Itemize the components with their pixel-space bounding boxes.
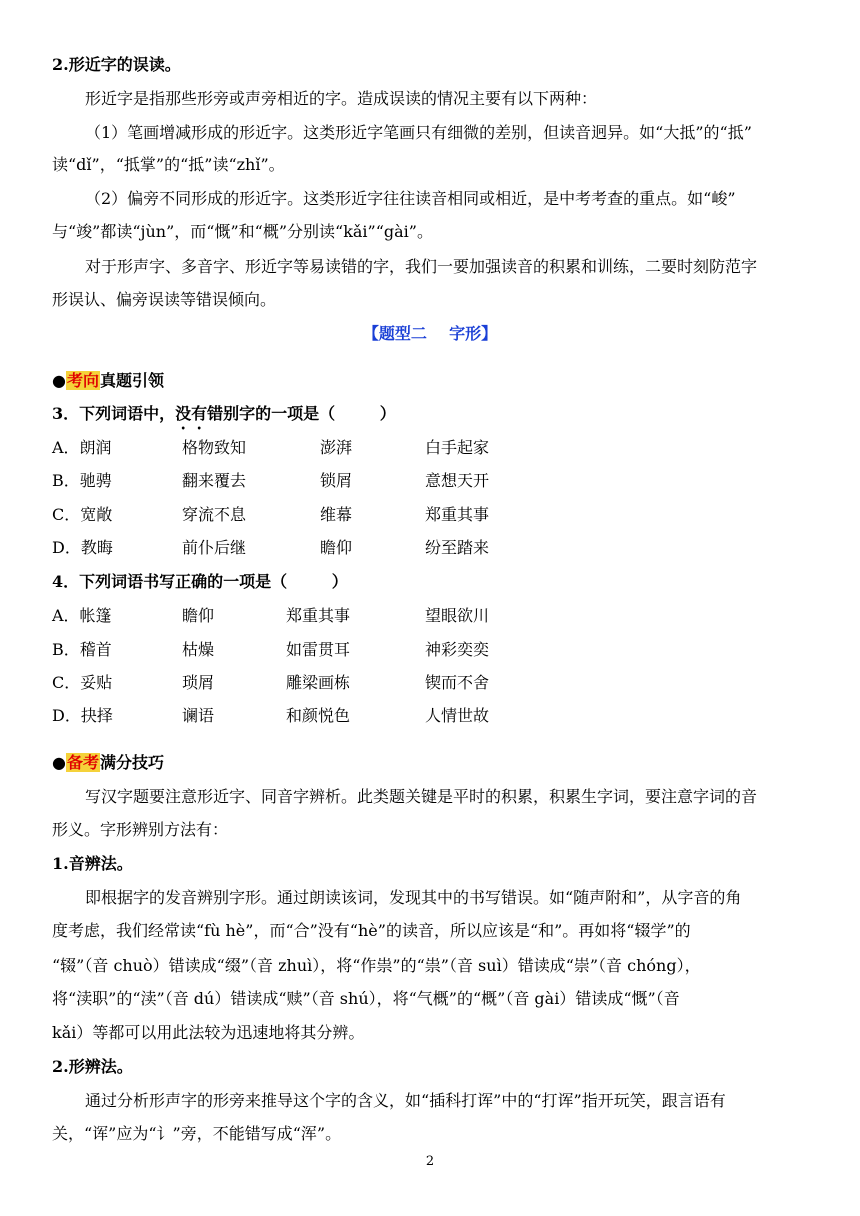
method-1-line-5: kǎi）等都可以用此法较为迅速地将其分辨。 (52, 1023, 365, 1042)
q3-option-a-word-4: 白手起家 (425, 438, 490, 457)
question-3-stem: 3．下列词语中，没有错别字的一项是（ ） (52, 404, 396, 423)
q3-option-d-word-3: 瞻仰 (320, 538, 353, 557)
kaoxiang-heading (52, 370, 164, 392)
method-1-line-4: 将“渎职”的“渎”（音 dú）错读成“赎”（音 shú），将“气概”的“概”（音 gài）错读成“慨”（音 (52, 989, 680, 1008)
q3-option-c-label: C．宽敞 (52, 505, 113, 524)
q3-option-c-word-3: 维幕 (320, 505, 353, 524)
beikao-highlight: 备考 (66, 753, 99, 772)
q4-option-c-word-4: 锲而不舍 (425, 673, 490, 692)
paragraph-2-line-2: 与“竣”都读“jùn”，而“慨”和“概”分别读“kǎi”“gài”。 (52, 222, 433, 241)
bullet-icon: ● (52, 371, 66, 390)
q3-option-d-label: D．教晦 (52, 538, 113, 557)
q4-option-d-word-2: 谰语 (182, 706, 215, 725)
q3-option-a-label: A．朗润 (52, 438, 112, 457)
tips-line-2: 形义。字形辨别方法有： (52, 820, 229, 839)
section-title-question-type-2: 【题型二 字形】 (362, 324, 498, 343)
q4-option-a-word-3: 郑重其事 (286, 606, 351, 625)
bullet-icon: ● (52, 753, 66, 772)
q4-option-b-label: B．稽首 (52, 640, 112, 659)
q3-option-b-label: B．驰骋 (52, 471, 112, 490)
beikao-rest: 满分技巧 (99, 753, 164, 772)
paragraph-intro: 形近字是指那些形旁或声旁相近的字。造成误读的情况主要有以下两种： (85, 89, 598, 108)
method-2-heading: 2.形辨法。 (52, 1057, 133, 1076)
method-2-line-1: 通过分析形声字的形旁来推导这个字的含义，如“插科打诨”中的“打诨”指开玩笑，跟言语有 (85, 1091, 726, 1110)
tips-line-1: 写汉字题要注意形近字、同音字辨析。此类题关键是平时的积累，积累生字词，要注意字词的音 (85, 787, 758, 806)
q3-option-d-word-4: 纷至踏来 (425, 538, 490, 557)
paragraph-1-line-1: （1）笔画增减形成的形近字。这类形近字笔画只有细微的差别，但读音迥异。如“大抵”的“抵” (85, 123, 752, 142)
q3-option-b-word-3: 锁屑 (320, 471, 353, 490)
paragraph-3-line-2: 形误认、偏旁误读等错误倾向。 (52, 290, 277, 309)
beikao-heading (52, 752, 164, 774)
method-1-line-2: 度考虑，我们经常读“fù hè”，而“合”没有“hè”的读音，所以应该是“和”。再如将“辍学”的 (52, 921, 691, 940)
q4-option-d-word-3: 和颜悦色 (286, 706, 351, 725)
q3-option-b-word-4: 意想天开 (425, 471, 490, 490)
q4-option-c-word-2: 琐屑 (182, 673, 215, 692)
question-4-stem: 4．下列词语书写正确的一项是（ ） (52, 572, 348, 591)
paragraph-3-line-1: 对于形声字、多音字、形近字等易读错的字，我们一要加强读音的积累和训练，二要时刻防范字 (85, 257, 758, 276)
q4-option-a-word-4: 望眼欲川 (425, 606, 490, 625)
section-heading-similar-chars: 2.形近字的误读。 (52, 55, 181, 74)
q4-option-c-word-3: 雕梁画栋 (286, 673, 351, 692)
q4-option-d-label: D．抉择 (52, 706, 113, 725)
q4-option-b-word-3: 如雷贯耳 (286, 640, 351, 659)
q3-option-d-word-2: 前仆后继 (182, 538, 247, 557)
q3-option-b-word-2: 翻来覆去 (182, 471, 247, 490)
q4-option-a-word-2: 瞻仰 (182, 606, 215, 625)
method-1-line-3: “辍”（音 chuò）错读成“缀”（音 zhuì），将“作祟”的“祟”（音 suì）错读成“崇”（音 chóng）， (52, 956, 701, 975)
method-2-line-2: 关，“诨”应为“讠”旁，不能错写成“浑”。 (52, 1124, 342, 1143)
kaoxiang-rest: 真题引领 (99, 371, 164, 390)
q4-option-b-word-2: 枯燥 (182, 640, 215, 659)
q3-option-a-word-2: 格物致知 (182, 438, 247, 457)
paragraph-1-line-2: 读“dǐ”，“抵掌”的“抵”读“zhǐ”。 (52, 155, 285, 174)
q3-option-c-word-4: 郑重其事 (425, 505, 490, 524)
page-number: 2 (425, 1154, 435, 1169)
paragraph-2-line-1: （2）偏旁不同形成的形近字。这类形近字往往读音相同或相近，是中考考查的重点。如“峻” (85, 189, 736, 208)
q3-option-a-word-3: 澎湃 (320, 438, 353, 457)
method-1-line-1: 即根据字的发音辨别字形。通过朗读该词，发现其中的书写错误。如“随声附和”，从字音的角 (85, 888, 742, 907)
kaoxiang-highlight: 考向 (66, 371, 99, 390)
dotted-emphasis: 没有 (175, 404, 208, 423)
q4-option-c-label: C．妥贴 (52, 673, 113, 692)
q3-option-c-word-2: 穿流不息 (182, 505, 247, 524)
q4-option-b-word-4: 神彩奕奕 (425, 640, 490, 659)
method-1-heading: 1.音辨法。 (52, 854, 133, 873)
q4-option-a-label: A．帐篷 (52, 606, 112, 625)
q4-option-d-word-4: 人情世故 (425, 706, 490, 725)
